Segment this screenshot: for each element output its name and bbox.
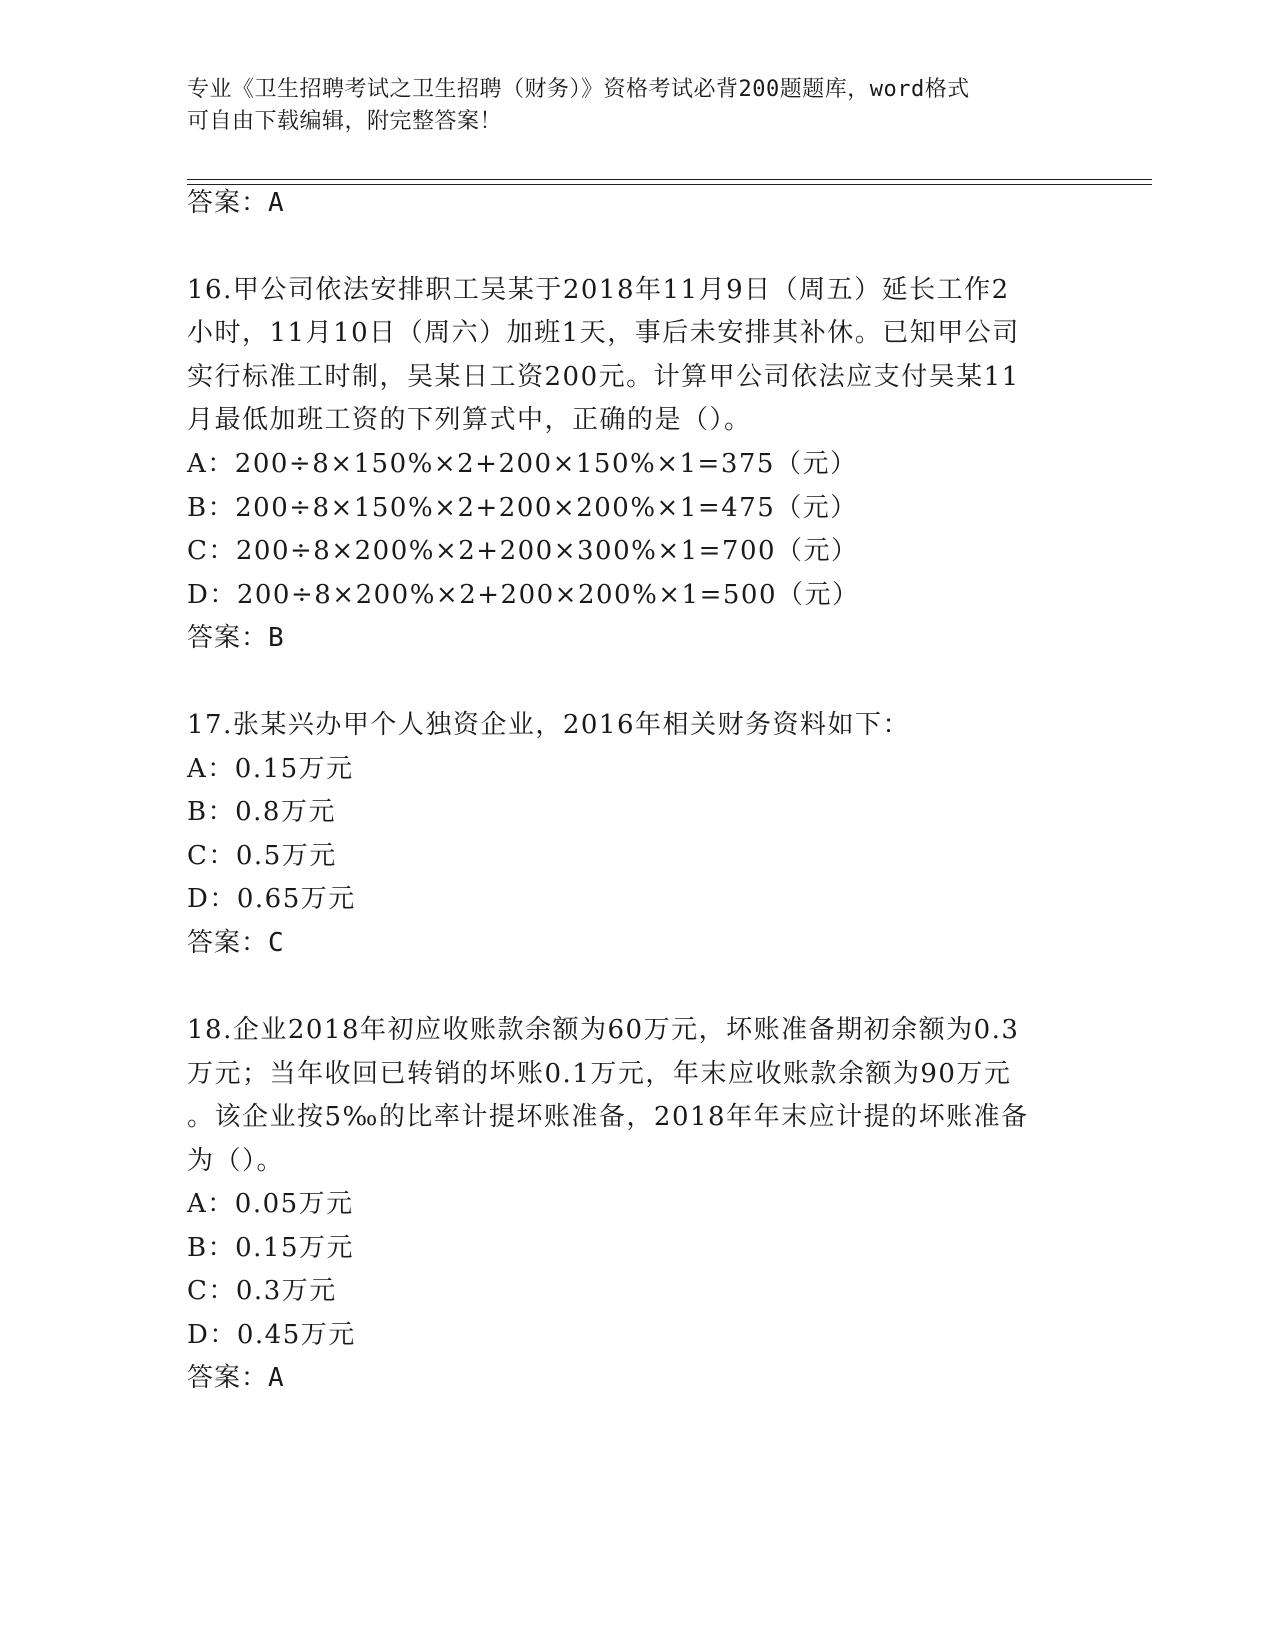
header-divider-bottom <box>187 184 1152 185</box>
question-17-option-a: A：0.15万元 <box>187 754 354 784</box>
question-18-option-c: C：0.3万元 <box>187 1276 337 1306</box>
question-16-stem-line-2: 小时，11月10日（周六）加班1天，事后未安排其补休。已知甲公司 <box>187 318 1020 348</box>
question-17-option-d: D：0.65万元 <box>187 884 356 914</box>
answer-line: 答案：A <box>187 188 285 218</box>
header-line-1: 专业《卫生招聘考试之卫生招聘（财务）》资格考试必背200题题库，word格式 <box>187 77 970 102</box>
question-16-stem-line-3: 实行标准工时制，吴某日工资200元。计算甲公司依法应支付吴某11 <box>187 362 1020 392</box>
question-18-option-a: A：0.05万元 <box>187 1189 354 1219</box>
question-16-answer: 答案：B <box>187 623 285 653</box>
question-18-option-b: B：0.15万元 <box>187 1233 354 1263</box>
question-18-stem-line-2: 万元；当年收回已转销的坏账0.1万元，年末应收账款余额为90万元 <box>187 1059 1012 1089</box>
document-header <box>187 74 1087 138</box>
question-18-stem-line-4: 为（）。 <box>187 1146 285 1176</box>
header-line-2: 可自由下载编辑，附完整答案！ <box>187 109 503 134</box>
question-16-option-a: A：200÷8×150%×2+200×150%×1=375（元） <box>187 449 858 479</box>
question-17-option-c: C：0.5万元 <box>187 841 337 871</box>
question-16-option-c: C：200÷8×200%×2+200×300%×1=700（元） <box>187 536 859 566</box>
question-18-option-d: D：0.45万元 <box>187 1320 356 1350</box>
question-16-option-b: B：200÷8×150%×2+200×200%×1=475（元） <box>187 493 858 523</box>
question-16-stem-line-1: 16.甲公司依法安排职工吴某于2018年11月9日（周五）延长工作2 <box>187 275 1010 305</box>
question-17-stem-line-1: 17.张某兴办甲个人独资企业，2016年相关财务资料如下： <box>187 710 911 740</box>
question-18-answer: 答案：A <box>187 1363 285 1393</box>
question-16-stem-line-4: 月最低加班工资的下列算式中，正确的是（）。 <box>187 405 752 435</box>
question-17-answer: 答案：C <box>187 928 285 958</box>
question-17-option-b: B：0.8万元 <box>187 797 336 827</box>
header-divider-top <box>187 179 1152 180</box>
question-16-option-d: D：200÷8×200%×2+200×200%×1=500（元） <box>187 580 860 610</box>
question-18-stem-line-3: 。该企业按5‰的比率计提坏账准备，2018年年末应计提的坏账准备 <box>187 1102 1029 1132</box>
question-18-stem-line-1: 18.企业2018年初应收账款余额为60万元，坏账准备期初余额为0.3 <box>187 1015 1020 1045</box>
